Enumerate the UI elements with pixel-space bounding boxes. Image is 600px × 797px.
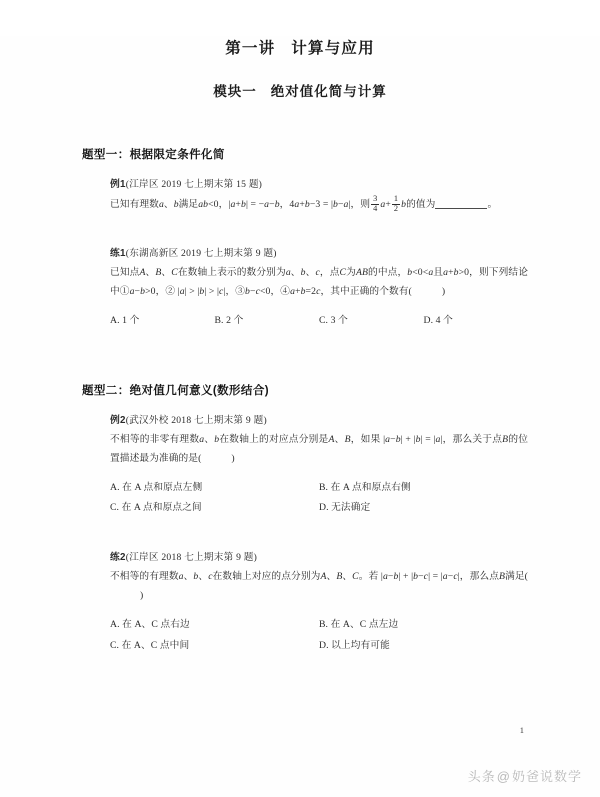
text-run: ) (441, 286, 446, 298)
page-title (0, 36, 600, 58)
math-var: C (339, 267, 347, 279)
math-var: b (395, 433, 401, 445)
math-var: c (316, 286, 321, 298)
math-var: a (178, 571, 184, 583)
text-run: | + | (398, 571, 414, 583)
fraction-numerator: 1 (393, 194, 399, 203)
fraction-one-half (392, 195, 400, 213)
math-var: B (336, 571, 343, 583)
text-run: + (295, 286, 301, 298)
math-var: B (502, 433, 509, 445)
section-one (82, 146, 528, 332)
math-var: b (401, 199, 407, 211)
math-var: b (393, 571, 399, 583)
text-run: 不相等的有理数 (110, 571, 179, 583)
text-run: 的中点， (367, 267, 408, 279)
text-run: − (134, 286, 141, 298)
problem-body-practice-1 (110, 264, 528, 302)
answer-blank[interactable] (435, 208, 487, 209)
fraction-three-fourths (371, 195, 379, 213)
page-subtitle-main: 绝对值化简与计算 (270, 84, 387, 99)
math-var: b (413, 571, 419, 583)
problem-body-example-2 (110, 431, 528, 469)
math-var: b (245, 286, 250, 298)
text-run: | = − (245, 199, 265, 211)
page-title-lead: 第一讲 (225, 40, 276, 57)
page-subtitle (0, 80, 600, 100)
text-run: − (447, 571, 454, 583)
text-run: | > | (184, 286, 200, 298)
problem-tag: 练1 (110, 248, 126, 260)
text-run: 、 (183, 571, 194, 583)
text-run: 不相等的非零有理数 (110, 433, 200, 445)
math-var: c (315, 267, 320, 279)
option-a[interactable]: A. 在 A、C 点右边 (110, 619, 190, 631)
problem-source: (武汉外校 2018 七上期末第 9 题) (125, 414, 267, 426)
problem-label-practice-1 (110, 245, 528, 259)
math-var: b (274, 199, 280, 211)
text-run: 、 (342, 571, 353, 583)
text-run: − (418, 571, 424, 583)
problem-source: (东湖高新区 2019 七上期末第 9 题) (125, 248, 277, 260)
text-run: 、 (145, 267, 156, 279)
option-d[interactable]: D. 4 个 (423, 314, 453, 326)
math-var: A (139, 267, 146, 279)
math-var: b (304, 199, 310, 211)
math-var: b (193, 571, 199, 583)
text-run: 、 (204, 433, 215, 445)
math-var: B (344, 433, 351, 445)
text-run: 、 (161, 267, 172, 279)
text-run: 已知有理数 (110, 199, 159, 211)
math-var: a (264, 199, 270, 211)
math-var: B (499, 571, 506, 583)
problem-practice-1 (110, 245, 528, 332)
math-var: c (208, 571, 213, 583)
option-c[interactable]: C. 在 A 点和原点之间 (110, 502, 202, 514)
math-var: C (171, 267, 178, 279)
text-run: >0，② | (145, 286, 180, 298)
problem-example-1 (110, 176, 528, 215)
math-var: A (320, 571, 327, 583)
page-subtitle-lead: 模块一 (213, 84, 257, 99)
math-var: c (219, 286, 224, 298)
option-c[interactable]: C. 在 A、C 点中间 (110, 640, 190, 651)
text-run: 满足 (178, 199, 199, 211)
text-run: ) (140, 590, 144, 602)
text-run: 、 (290, 267, 301, 279)
document-page (0, 36, 600, 797)
math-var: a (158, 199, 164, 211)
page-number: 1 (519, 725, 524, 735)
text-run: 的值为 (406, 199, 436, 211)
problem-label-practice-2 (110, 549, 528, 563)
math-var: A (328, 433, 335, 445)
math-var: a (129, 286, 135, 298)
math-var: b (214, 433, 220, 445)
text-run: <0< (412, 267, 429, 279)
options-example-2 (110, 478, 528, 520)
math-var: b (173, 199, 179, 211)
text-run: 满足( (505, 571, 528, 583)
math-var: b (333, 199, 338, 211)
text-run: | = | (428, 571, 443, 583)
page-title-main: 计算与应用 (291, 40, 375, 57)
math-var: B (155, 267, 162, 279)
text-run: −3 = | (309, 199, 334, 211)
option-c[interactable]: C. 3 个 (319, 314, 348, 326)
problem-example-2 (110, 412, 528, 520)
text-run: 且 (433, 267, 444, 279)
problem-tag: 例2 (110, 414, 126, 426)
option-b[interactable]: B. 2 个 (214, 314, 244, 326)
text-run: |，那么点 (457, 571, 500, 583)
math-var: AB (355, 267, 368, 279)
math-var: a (443, 267, 449, 279)
options-practice-1 (110, 311, 528, 332)
text-run: =2 (305, 286, 317, 298)
text-run: − (337, 199, 344, 211)
section-two-header: 题型二：绝对值几何意义(数形结合) (82, 384, 269, 397)
text-run: 在数轴上表示的数分别为 (177, 267, 286, 279)
text-run: + (385, 199, 391, 211)
math-var: a (290, 286, 296, 298)
math-var: b (199, 286, 205, 298)
text-run: − (387, 571, 394, 583)
problem-body-practice-2 (110, 568, 528, 606)
math-var: a (428, 267, 434, 279)
math-var: a (442, 571, 448, 583)
problem-tag: 例1 (110, 179, 126, 190)
option-a[interactable]: A. 1 个 (110, 314, 140, 326)
math-var: c (255, 286, 260, 298)
text-run: <0，④ (259, 286, 291, 298)
text-run: + (299, 199, 305, 211)
problem-body-example-1 (110, 195, 528, 215)
math-var: b (415, 433, 421, 445)
problem-source: (江岸区 2018 七上期末第 9 题) (125, 552, 258, 564)
option-d[interactable]: D. 以上均有可能 (319, 640, 390, 651)
math-var: a (179, 286, 185, 298)
section-one-header: 题型一：根据限定条件化简 (82, 149, 225, 161)
math-var: a (285, 267, 291, 279)
math-var: b (240, 199, 246, 211)
math-var: b (407, 267, 413, 279)
option-a[interactable]: A. 在 A 点和原点左侧 (110, 481, 203, 493)
text-run: 的位置描述最为准确的是( (110, 433, 529, 464)
text-run: 已知点 (110, 267, 140, 279)
option-b[interactable]: B. 在 A、C 点左边 (319, 619, 399, 631)
text-run: ，点 (319, 267, 340, 279)
text-run: 在数轴上对应的点分别为 (212, 571, 321, 583)
math-var: a (230, 199, 236, 211)
text-run: |，③ (223, 286, 246, 298)
text-run: | > | (204, 286, 219, 298)
text-run: 为 (346, 267, 356, 279)
problem-label-example-1 (110, 176, 528, 190)
math-var: a (199, 433, 205, 445)
section-two (82, 382, 528, 657)
text-run: ，如果 | (350, 433, 386, 445)
text-run: 。若 | (358, 571, 383, 583)
text-run: 、 (163, 199, 174, 211)
math-var: b (300, 267, 306, 279)
problem-label-example-2 (110, 412, 528, 426)
text-run: 、 (305, 267, 316, 279)
text-run: 。 (487, 199, 498, 211)
watermark-at-symbol: @ (496, 769, 511, 784)
math-var: a (294, 199, 300, 211)
options-practice-2 (110, 615, 528, 657)
math-var: c (423, 571, 429, 583)
option-d[interactable]: D. 无法确定 (319, 502, 371, 514)
watermark (468, 766, 582, 785)
text-run: |，则 (348, 199, 371, 211)
text-run: | + | (400, 433, 416, 445)
text-run: <0，| (208, 199, 231, 211)
math-var: ab (198, 199, 209, 211)
math-var: a (385, 433, 391, 445)
watermark-account: 奶爸说数学 (511, 769, 582, 784)
text-run: 、 (198, 571, 209, 583)
text-run: + (448, 267, 454, 279)
text-run: 、 (334, 433, 345, 445)
text-run: 、 (326, 571, 337, 583)
text-run: − (269, 199, 275, 211)
math-var: a (380, 199, 386, 211)
text-run: ，其中正确的个数有( (320, 286, 412, 298)
watermark-platform: 头条 (467, 769, 496, 784)
text-run: + (235, 199, 241, 211)
fraction-denominator: 2 (393, 203, 399, 213)
text-run: |，那么关于点 (440, 433, 503, 445)
math-var: a (435, 433, 441, 445)
math-var: b (140, 286, 146, 298)
math-var: c (453, 571, 458, 583)
text-run: >0，则下列结论中① (110, 267, 529, 298)
math-var: a (343, 199, 349, 211)
math-var: b (300, 286, 306, 298)
problem-source: (江岸区 2019 七上期末第 15 题) (125, 179, 263, 190)
option-b[interactable]: B. 在 A 点和原点右侧 (319, 481, 411, 493)
fraction-denominator: 4 (373, 203, 378, 213)
problem-tag: 练2 (110, 552, 126, 564)
math-var: C (352, 571, 359, 583)
text-run: ) (231, 452, 235, 464)
text-run: − (249, 286, 256, 298)
fraction-numerator: 3 (373, 194, 378, 203)
math-var: a (382, 571, 388, 583)
problem-practice-2 (110, 549, 528, 657)
math-var: b (453, 267, 459, 279)
text-run: | = | (420, 433, 436, 445)
document-content (0, 146, 600, 657)
text-run: ，4 (279, 199, 295, 211)
text-run: − (390, 433, 396, 445)
text-run: 在数轴上的对应点分别是 (219, 433, 329, 445)
